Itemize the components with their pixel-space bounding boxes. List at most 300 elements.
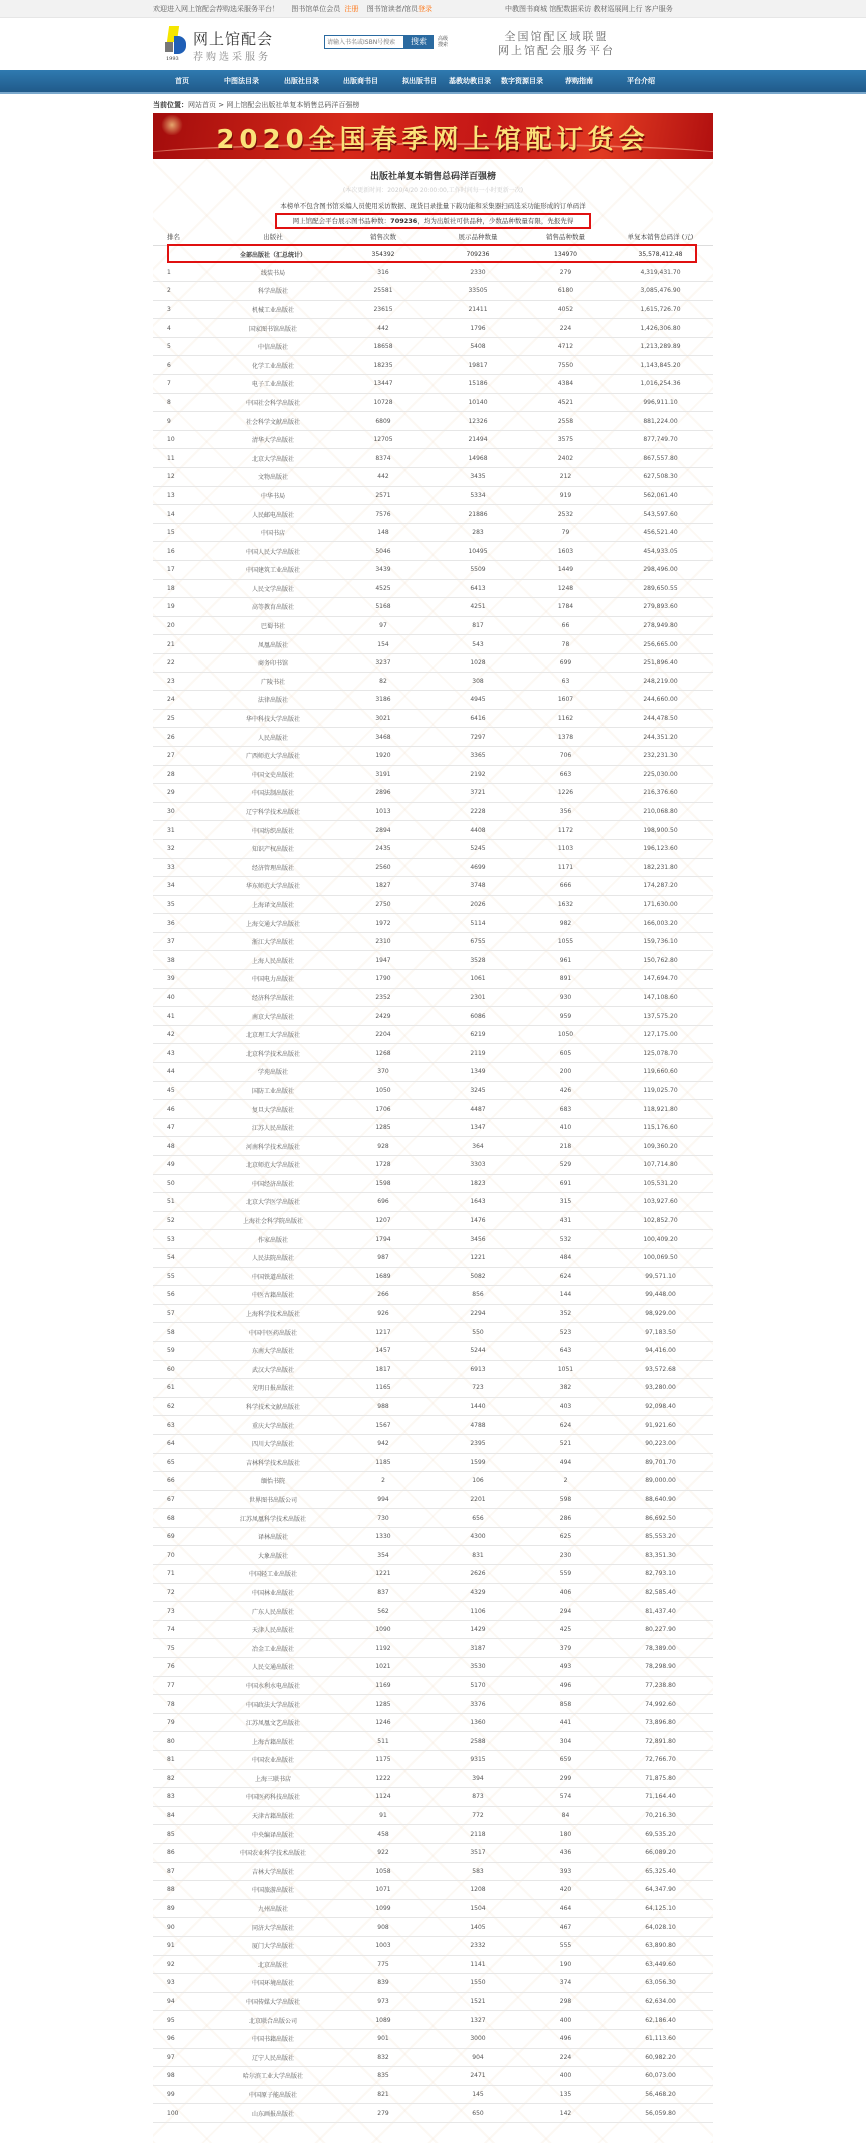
row-total-value: 92,098.40 xyxy=(608,1397,713,1416)
row-total-value: 102,852.70 xyxy=(608,1211,713,1230)
row-total-value: 225,030.00 xyxy=(608,765,713,784)
row-publisher: 江苏人民出版社 xyxy=(213,1118,333,1137)
row-sales-count: 13447 xyxy=(333,375,433,394)
table-row xyxy=(153,1304,713,1323)
table-row xyxy=(153,486,713,505)
row-shown-titles: 650 xyxy=(433,2104,523,2123)
table-row xyxy=(153,988,713,1007)
top-link-service[interactable]: 客户服务 xyxy=(644,5,673,13)
row-publisher: 中国轻工业出版社 xyxy=(213,1565,333,1584)
row-sales-count: 1567 xyxy=(333,1416,433,1435)
row-rank: 80 xyxy=(153,1732,213,1751)
row-total-value: 127,175.00 xyxy=(608,1025,713,1044)
row-total-value: 56,059.80 xyxy=(608,2104,713,2123)
row-rank: 31 xyxy=(153,821,213,840)
header-rank: 排名 xyxy=(153,229,213,245)
row-publisher: 中国建筑工业出版社 xyxy=(213,561,333,580)
row-total-value: 244,351.20 xyxy=(608,728,713,747)
site-logo[interactable] xyxy=(165,26,295,68)
row-sold-titles: 393 xyxy=(523,1862,608,1881)
nav-item-guide[interactable]: 荐购指南 xyxy=(565,77,593,85)
nav-item-clc-catalog[interactable]: 中图法目录 xyxy=(224,77,259,85)
row-publisher: 北京联合出版公司 xyxy=(213,2011,333,2030)
table-row xyxy=(153,1583,713,1602)
row-total-value: 62,186.40 xyxy=(608,2011,713,2030)
row-sales-count: 4525 xyxy=(333,579,433,598)
row-sales-count: 1071 xyxy=(333,1881,433,1900)
row-sold-titles: 7550 xyxy=(523,356,608,375)
row-rank: 76 xyxy=(153,1658,213,1677)
row-publisher: 北京师范大学出版社 xyxy=(213,1156,333,1175)
table-row xyxy=(153,1323,713,1342)
row-publisher: 东南大学出版社 xyxy=(213,1341,333,1360)
row-sales-count: 2894 xyxy=(333,821,433,840)
row-publisher: 吉林大学出版社 xyxy=(213,1862,333,1881)
row-rank: 83 xyxy=(153,1788,213,1807)
row-rank: 88 xyxy=(153,1881,213,1900)
row-rank: 91 xyxy=(153,1936,213,1955)
row-rank: 77 xyxy=(153,1676,213,1695)
row-publisher: 化学工业出版社 xyxy=(213,356,333,375)
row-sales-count: 1090 xyxy=(333,1620,433,1639)
row-rank: 85 xyxy=(153,1825,213,1844)
event-banner[interactable] xyxy=(153,113,713,159)
row-sales-count: 994 xyxy=(333,1490,433,1509)
row-rank: 26 xyxy=(153,728,213,747)
row-sales-count: 354 xyxy=(333,1546,433,1565)
table-row xyxy=(153,356,713,375)
row-total-value: 71,164.40 xyxy=(608,1788,713,1807)
row-total-value: 1,426,306.80 xyxy=(608,319,713,338)
row-shown-titles: 4945 xyxy=(433,691,523,710)
row-total-value: 248,219.00 xyxy=(608,672,713,691)
row-sales-count: 279 xyxy=(333,2104,433,2123)
table-row xyxy=(153,1267,713,1286)
row-publisher: 上海人民出版社 xyxy=(213,951,333,970)
top-link-mall[interactable]: 中教图书商城 xyxy=(505,5,547,13)
row-total-value: 90,223.00 xyxy=(608,1434,713,1453)
row-shown-titles: 1796 xyxy=(433,319,523,338)
row-rank: 89 xyxy=(153,1899,213,1918)
table-row xyxy=(153,1434,713,1453)
row-sold-titles: 294 xyxy=(523,1602,608,1621)
row-sold-titles: 919 xyxy=(523,486,608,505)
row-sold-titles: 659 xyxy=(523,1751,608,1770)
row-sold-titles: 683 xyxy=(523,1100,608,1119)
table-row xyxy=(153,1713,713,1732)
table-row xyxy=(153,635,713,654)
row-shown-titles: 19817 xyxy=(433,356,523,375)
row-shown-titles: 5082 xyxy=(433,1267,523,1286)
row-sold-titles: 400 xyxy=(523,2011,608,2030)
row-total-value: 63,449.60 xyxy=(608,1955,713,1974)
catalog-count: 709236 xyxy=(390,217,418,225)
row-total-value: 196,123.60 xyxy=(608,839,713,858)
row-sold-titles: 212 xyxy=(523,468,608,487)
row-total-value: 103,927.60 xyxy=(608,1193,713,1212)
row-sold-titles: 699 xyxy=(523,653,608,672)
table-row xyxy=(153,746,713,765)
row-shown-titles: 772 xyxy=(433,1806,523,1825)
row-rank: 59 xyxy=(153,1341,213,1360)
row-sold-titles: 2402 xyxy=(523,449,608,468)
row-shown-titles: 3187 xyxy=(433,1639,523,1658)
breadcrumb-separator: > xyxy=(216,101,227,109)
row-publisher: 广陵书社 xyxy=(213,672,333,691)
row-publisher: 电子工业出版社 xyxy=(213,375,333,394)
row-sold-titles: 496 xyxy=(523,1676,608,1695)
row-sold-titles: 1248 xyxy=(523,579,608,598)
row-rank: 73 xyxy=(153,1602,213,1621)
nav-item-forthcoming[interactable]: 拟出版书目 xyxy=(402,77,437,85)
row-total-value: 166,003.20 xyxy=(608,914,713,933)
table-row xyxy=(153,468,713,487)
row-sales-count: 839 xyxy=(333,1974,433,1993)
row-total-value: 81,437.40 xyxy=(608,1602,713,1621)
row-sold-titles: 135 xyxy=(523,2085,608,2104)
advanced-search-link[interactable]: 高级搜索 xyxy=(438,36,449,48)
row-total-value: 4,319,431.70 xyxy=(608,263,713,282)
row-sales-count: 1920 xyxy=(333,746,433,765)
table-row xyxy=(153,1174,713,1193)
table-row xyxy=(153,598,713,617)
row-sold-titles: 431 xyxy=(523,1211,608,1230)
row-sales-count: 511 xyxy=(333,1732,433,1751)
row-rank: 79 xyxy=(153,1713,213,1732)
table-row xyxy=(153,1025,713,1044)
table-row xyxy=(153,1379,713,1398)
row-shown-titles: 6219 xyxy=(433,1025,523,1044)
row-rank: 4 xyxy=(153,319,213,338)
row-sold-titles: 1784 xyxy=(523,598,608,617)
search-button[interactable]: 搜索 xyxy=(404,35,434,49)
row-sales-count: 1207 xyxy=(333,1211,433,1230)
row-rank: 98 xyxy=(153,2067,213,2086)
row-total-value: 97,183.50 xyxy=(608,1323,713,1342)
row-sales-count: 1221 xyxy=(333,1565,433,1584)
row-rank: 45 xyxy=(153,1081,213,1100)
row-publisher: 中国社会科学出版社 xyxy=(213,393,333,412)
row-sales-count: 1794 xyxy=(333,1230,433,1249)
nav-item-publisher-catalog[interactable]: 出版社目录 xyxy=(284,77,319,85)
row-rank: 97 xyxy=(153,2048,213,2067)
row-sales-count: 5046 xyxy=(333,542,433,561)
row-sales-count: 6809 xyxy=(333,412,433,431)
row-publisher: 中国中医药出版社 xyxy=(213,1323,333,1342)
row-rank: 87 xyxy=(153,1862,213,1881)
table-row xyxy=(153,1341,713,1360)
row-sold-titles: 706 xyxy=(523,746,608,765)
table-row xyxy=(153,319,713,338)
row-sold-titles: 467 xyxy=(523,1918,608,1937)
row-sales-count: 1330 xyxy=(333,1527,433,1546)
row-total-value: 289,650.55 xyxy=(608,579,713,598)
row-rank: 19 xyxy=(153,598,213,617)
row-shown-titles: 5245 xyxy=(433,839,523,858)
register-link[interactable]: 注册 xyxy=(344,5,359,13)
table-row xyxy=(153,1620,713,1639)
row-sold-titles: 142 xyxy=(523,2104,608,2123)
row-sold-titles: 3575 xyxy=(523,430,608,449)
row-sold-titles: 494 xyxy=(523,1453,608,1472)
row-shown-titles: 2626 xyxy=(433,1565,523,1584)
row-rank: 21 xyxy=(153,635,213,654)
row-rank: 60 xyxy=(153,1360,213,1379)
table-row xyxy=(153,1992,713,2011)
row-sold-titles: 426 xyxy=(523,1081,608,1100)
row-rank: 6 xyxy=(153,356,213,375)
row-shown-titles: 2192 xyxy=(433,765,523,784)
row-shown-titles: 5334 xyxy=(433,486,523,505)
row-total-value: 80,227.90 xyxy=(608,1620,713,1639)
row-sold-titles: 982 xyxy=(523,914,608,933)
row-sold-titles: 400 xyxy=(523,2067,608,2086)
row-shown-titles: 6755 xyxy=(433,932,523,951)
row-sales-count: 730 xyxy=(333,1509,433,1528)
row-shown-titles: 2330 xyxy=(433,263,523,282)
nav-item-home[interactable]: 首页 xyxy=(175,77,189,85)
row-publisher: 同济大学出版社 xyxy=(213,1918,333,1937)
banner-text: 2020全国春季网上馆配订货会 xyxy=(216,125,650,155)
table-row xyxy=(153,1918,713,1937)
login-link[interactable]: 登录 xyxy=(418,5,433,13)
row-shown-titles: 308 xyxy=(433,672,523,691)
row-publisher: 中国人民大学出版社 xyxy=(213,542,333,561)
table-row xyxy=(153,1137,713,1156)
notice-suffix: ，均为出版社可供品种，少数品种数量有限，先报先得 xyxy=(417,217,574,225)
row-sold-titles: 78 xyxy=(523,635,608,654)
row-sold-titles: 959 xyxy=(523,1007,608,1026)
row-rank: 42 xyxy=(153,1025,213,1044)
row-rank: 68 xyxy=(153,1509,213,1528)
breadcrumb-label: 当前位置： xyxy=(153,101,188,109)
row-publisher: 中国铁道出版社 xyxy=(213,1267,333,1286)
table-row xyxy=(153,1658,713,1677)
table-row xyxy=(153,1843,713,1862)
row-rank: 8 xyxy=(153,393,213,412)
row-sales-count: 5168 xyxy=(333,598,433,617)
row-sold-titles: 1607 xyxy=(523,691,608,710)
summary-rank xyxy=(153,245,213,263)
row-shown-titles: 9315 xyxy=(433,1751,523,1770)
logo-title: 网上馆配会 xyxy=(193,30,274,48)
row-publisher: 学苑出版社 xyxy=(213,1063,333,1082)
row-shown-titles: 3528 xyxy=(433,951,523,970)
row-publisher: 人民邮电出版社 xyxy=(213,505,333,524)
header-slogan xyxy=(498,30,615,58)
row-rank: 48 xyxy=(153,1137,213,1156)
row-shown-titles: 1476 xyxy=(433,1211,523,1230)
table-row xyxy=(153,1769,713,1788)
row-shown-titles: 14968 xyxy=(433,449,523,468)
row-total-value: 174,287.20 xyxy=(608,877,713,896)
row-sold-titles: 299 xyxy=(523,1769,608,1788)
row-shown-titles: 1327 xyxy=(433,2011,523,2030)
row-total-value: 279,893.60 xyxy=(608,598,713,617)
row-shown-titles: 3000 xyxy=(433,2029,523,2048)
row-total-value: 63,056.30 xyxy=(608,1974,713,1993)
row-shown-titles: 5170 xyxy=(433,1676,523,1695)
nav-item-vendor-booklist[interactable]: 出版商书目 xyxy=(343,77,378,85)
search-input[interactable] xyxy=(324,35,404,49)
row-shown-titles: 33505 xyxy=(433,282,523,301)
row-total-value: 91,921.60 xyxy=(608,1416,713,1435)
row-publisher: 广西师范大学出版社 xyxy=(213,746,333,765)
table-row xyxy=(153,1248,713,1267)
row-total-value: 244,478.50 xyxy=(608,709,713,728)
row-sold-titles: 891 xyxy=(523,970,608,989)
row-sales-count: 2204 xyxy=(333,1025,433,1044)
update-time: (本次更新时间：2020/4/20 20:00:00,工作时间每一小时更新一次) xyxy=(342,187,524,194)
row-rank: 54 xyxy=(153,1248,213,1267)
row-sold-titles: 382 xyxy=(523,1379,608,1398)
row-publisher: 南京大学出版社 xyxy=(213,1007,333,1026)
row-total-value: 278,949.80 xyxy=(608,616,713,635)
page-title: 出版社单复本销售总码洋百强榜 xyxy=(369,172,496,182)
row-shown-titles: 3376 xyxy=(433,1695,523,1714)
row-rank: 95 xyxy=(153,2011,213,2030)
row-sales-count: 2750 xyxy=(333,895,433,914)
row-publisher: 清华大学出版社 xyxy=(213,430,333,449)
table-row xyxy=(153,1453,713,1472)
reader-label: 图书馆读者/馆员 xyxy=(366,5,419,13)
row-sold-titles: 66 xyxy=(523,616,608,635)
row-publisher: 光明日报出版社 xyxy=(213,1379,333,1398)
breadcrumb-home[interactable]: 网站首页 xyxy=(188,101,216,109)
row-publisher: 上海三联书店 xyxy=(213,1769,333,1788)
row-rank: 52 xyxy=(153,1211,213,1230)
row-sold-titles: 1171 xyxy=(523,858,608,877)
row-total-value: 171,630.00 xyxy=(608,895,713,914)
row-sales-count: 821 xyxy=(333,2085,433,2104)
table-row xyxy=(153,375,713,394)
row-sold-titles: 521 xyxy=(523,1434,608,1453)
summary-total: 35,578,412.48 xyxy=(638,250,683,258)
row-publisher: 中信出版社 xyxy=(213,337,333,356)
row-sales-count: 1169 xyxy=(333,1676,433,1695)
row-rank: 67 xyxy=(153,1490,213,1509)
table-row xyxy=(153,1639,713,1658)
row-sold-titles: 84 xyxy=(523,1806,608,1825)
table-row xyxy=(153,1211,713,1230)
table-row xyxy=(153,821,713,840)
row-shown-titles: 145 xyxy=(433,2085,523,2104)
row-total-value: 60,073.00 xyxy=(608,2067,713,2086)
row-sales-count: 1285 xyxy=(333,1118,433,1137)
row-rank: 74 xyxy=(153,1620,213,1639)
row-total-value: 1,213,289.89 xyxy=(608,337,713,356)
row-rank: 99 xyxy=(153,2085,213,2104)
row-rank: 66 xyxy=(153,1472,213,1491)
row-sales-count: 25581 xyxy=(333,282,433,301)
row-shown-titles: 7297 xyxy=(433,728,523,747)
table-row xyxy=(153,1397,713,1416)
row-sales-count: 942 xyxy=(333,1434,433,1453)
row-shown-titles: 831 xyxy=(433,1546,523,1565)
row-sold-titles: 523 xyxy=(523,1323,608,1342)
row-total-value: 56,468.20 xyxy=(608,2085,713,2104)
row-publisher: 江苏凤凰科学技术出版社 xyxy=(213,1509,333,1528)
row-total-value: 198,900.50 xyxy=(608,821,713,840)
table-row xyxy=(153,1081,713,1100)
row-rank: 28 xyxy=(153,765,213,784)
row-publisher: 人民文学出版社 xyxy=(213,579,333,598)
row-total-value: 89,701.70 xyxy=(608,1453,713,1472)
row-total-value: 456,521.40 xyxy=(608,523,713,542)
row-total-value: 89,000.00 xyxy=(608,1472,713,1491)
table-row xyxy=(153,1490,713,1509)
row-sold-titles: 6180 xyxy=(523,282,608,301)
row-sold-titles: 663 xyxy=(523,765,608,784)
row-total-value: 627,508.30 xyxy=(608,468,713,487)
row-sold-titles: 190 xyxy=(523,1955,608,1974)
top-link-data[interactable]: 馆配数据采访 xyxy=(549,5,592,13)
row-rank: 10 xyxy=(153,430,213,449)
row-publisher: 冶金工业出版社 xyxy=(213,1639,333,1658)
nav-item-k12-catalog[interactable]: 基教幼教目录 xyxy=(449,77,491,85)
row-sold-titles: 4712 xyxy=(523,337,608,356)
row-rank: 24 xyxy=(153,691,213,710)
breadcrumb-current: 网上馆配会出版社单复本销售总码洋百强榜 xyxy=(226,101,360,109)
row-total-value: 61,113.60 xyxy=(608,2029,713,2048)
row-total-value: 454,933.05 xyxy=(608,542,713,561)
row-sold-titles: 4521 xyxy=(523,393,608,412)
row-total-value: 93,280.00 xyxy=(608,1379,713,1398)
row-rank: 72 xyxy=(153,1583,213,1602)
top-link-textbook[interactable]: 教材巡展网上行 xyxy=(593,5,643,13)
row-shown-titles: 2294 xyxy=(433,1304,523,1323)
row-sales-count: 1013 xyxy=(333,802,433,821)
row-rank: 94 xyxy=(153,1992,213,2011)
row-total-value: 93,572.68 xyxy=(608,1360,713,1379)
row-shown-titles: 2471 xyxy=(433,2067,523,2086)
row-sold-titles: 2532 xyxy=(523,505,608,524)
row-publisher: 科学出版社 xyxy=(213,282,333,301)
row-total-value: 64,028.10 xyxy=(608,1918,713,1937)
row-sold-titles: 574 xyxy=(523,1788,608,1807)
row-rank: 86 xyxy=(153,1843,213,1862)
search-bar xyxy=(324,35,450,49)
row-publisher: 上海交通大学出版社 xyxy=(213,914,333,933)
row-sold-titles: 484 xyxy=(523,1248,608,1267)
row-shown-titles: 1521 xyxy=(433,1992,523,2011)
nav-item-digital-catalog[interactable]: 数字资源目录 xyxy=(501,77,543,85)
row-rank: 33 xyxy=(153,858,213,877)
row-publisher: 法律出版社 xyxy=(213,691,333,710)
row-sold-titles: 2558 xyxy=(523,412,608,431)
row-rank: 50 xyxy=(153,1174,213,1193)
table-row xyxy=(153,1899,713,1918)
row-publisher: 文物出版社 xyxy=(213,468,333,487)
row-publisher: 天津人民出版社 xyxy=(213,1620,333,1639)
table-row xyxy=(153,263,713,282)
row-shown-titles: 2301 xyxy=(433,988,523,1007)
row-shown-titles: 817 xyxy=(433,616,523,635)
row-sold-titles: 218 xyxy=(523,1137,608,1156)
row-publisher: 科学技术文献出版社 xyxy=(213,1397,333,1416)
row-sales-count: 3237 xyxy=(333,653,433,672)
row-rank: 71 xyxy=(153,1565,213,1584)
row-shown-titles: 394 xyxy=(433,1769,523,1788)
row-sales-count: 1165 xyxy=(333,1379,433,1398)
row-sales-count: 316 xyxy=(333,263,433,282)
table-row xyxy=(153,1286,713,1305)
nav-item-about[interactable]: 平台介绍 xyxy=(627,77,655,85)
row-publisher: 中国经济出版社 xyxy=(213,1174,333,1193)
row-publisher: 中国旅游出版社 xyxy=(213,1881,333,1900)
table-row xyxy=(153,895,713,914)
table-row xyxy=(153,1862,713,1881)
